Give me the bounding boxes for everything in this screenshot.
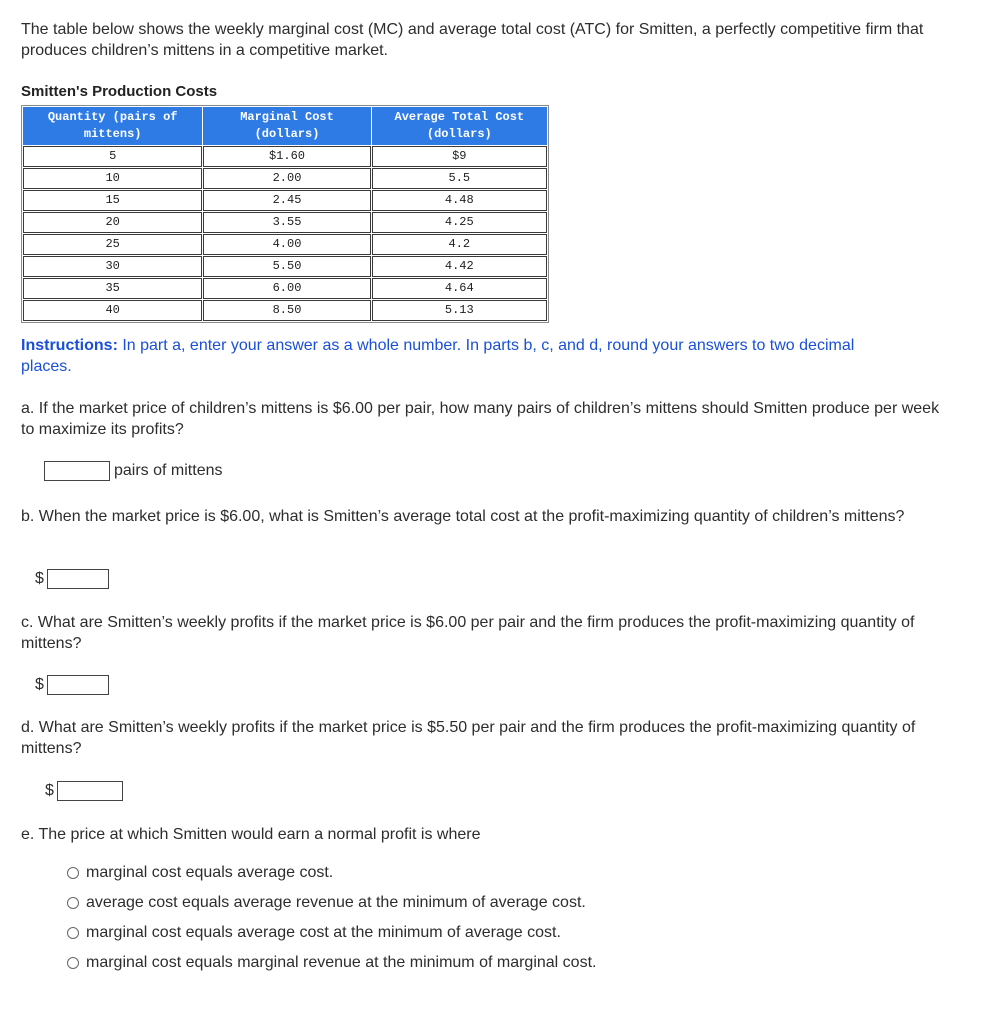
cell-quantity: 40 — [23, 300, 202, 321]
option-e-2[interactable] — [67, 894, 586, 912]
cell-marginal-cost: 8.50 — [203, 300, 370, 321]
col-header-average-total-cost: Average Total Cost (dollars) — [372, 107, 547, 145]
answer-d-dollar-sign: $ — [45, 782, 54, 799]
cell-average-total-cost: 5.13 — [372, 300, 547, 321]
table-row — [23, 146, 547, 167]
table-row — [23, 300, 547, 321]
answer-b-dollar-sign: $ — [35, 570, 44, 587]
option-label: marginal cost equals average cost at the minimum of average cost. — [86, 924, 561, 941]
table-row — [23, 168, 547, 189]
answer-b-input[interactable] — [47, 569, 109, 589]
answer-c-dollar-sign: $ — [35, 676, 44, 693]
answer-a-row — [44, 461, 222, 481]
answer-d-row — [45, 781, 123, 801]
cell-average-total-cost: $9 — [372, 146, 547, 167]
cell-average-total-cost: 4.48 — [372, 190, 547, 211]
answer-d-input[interactable] — [57, 781, 123, 801]
cell-quantity: 15 — [23, 190, 202, 211]
production-costs-table — [21, 105, 549, 323]
table-row — [23, 278, 547, 299]
answer-b-row — [35, 569, 109, 589]
cell-quantity: 20 — [23, 212, 202, 233]
cell-marginal-cost: 5.50 — [203, 256, 370, 277]
option-label: marginal cost equals average cost. — [86, 864, 334, 881]
table-header-row — [23, 107, 547, 145]
cell-quantity: 5 — [23, 146, 202, 167]
cell-marginal-cost: 2.45 — [203, 190, 370, 211]
table-row — [23, 190, 547, 211]
radio-button[interactable] — [67, 927, 79, 939]
col-header-quantity: Quantity (pairs of mittens) — [23, 107, 202, 145]
option-label: marginal cost equals marginal revenue at the minimum of marginal cost. — [86, 954, 597, 971]
question-d-text: d. What are Smitten’s weekly profits if the market price is $5.50 per pair and the firm produces the profit-maximizing quantity of mittens? — [21, 719, 916, 757]
cell-marginal-cost: 6.00 — [203, 278, 370, 299]
table-row — [23, 256, 547, 277]
answer-c-input[interactable] — [47, 675, 109, 695]
answer-a-suffix: pairs of mittens — [114, 462, 223, 479]
option-e-1[interactable] — [67, 864, 333, 882]
cell-marginal-cost: 4.00 — [203, 234, 370, 255]
answer-a-input[interactable] — [44, 461, 110, 481]
col-header-marginal-cost: Marginal Cost (dollars) — [203, 107, 370, 145]
cell-quantity: 25 — [23, 234, 202, 255]
radio-button[interactable] — [67, 867, 79, 879]
question-a-text: a. If the market price of children’s mittens is $6.00 per pair, how many pairs of children’s mittens should Smitten produce per week to maximize its profits? — [21, 400, 940, 438]
table-title: Smitten's Production Costs — [21, 83, 218, 100]
instructions — [21, 335, 901, 377]
cell-quantity: 30 — [23, 256, 202, 277]
question-b-text: b. When the market price is $6.00, what is Smitten’s average total cost at the profit-maximizing quantity of children’s mittens? — [21, 508, 905, 525]
question-c-text: c. What are Smitten’s weekly profits if the market price is $6.00 per pair and the firm produces the profit-maximizing quantity of mittens? — [21, 614, 915, 652]
cell-average-total-cost: 4.42 — [372, 256, 547, 277]
cell-average-total-cost: 4.2 — [372, 234, 547, 255]
intro-text: The table below shows the weekly marginal cost (MC) and average total cost (ATC) for Smitten, a perfectly competitive firm that produces children’s mittens in a competitive market. — [21, 21, 924, 59]
cell-average-total-cost: 4.25 — [372, 212, 547, 233]
cell-marginal-cost: 3.55 — [203, 212, 370, 233]
cell-average-total-cost: 4.64 — [372, 278, 547, 299]
table-row — [23, 212, 547, 233]
cell-average-total-cost: 5.5 — [372, 168, 547, 189]
cell-marginal-cost: 2.00 — [203, 168, 370, 189]
answer-c-row — [35, 675, 109, 695]
instructions-label: Instructions: — [21, 337, 118, 354]
option-label: average cost equals average revenue at the minimum of average cost. — [86, 894, 586, 911]
radio-button[interactable] — [67, 897, 79, 909]
instructions-text: In part a, enter your answer as a whole number. In parts b, c, and d, round your answers to two decimal places. — [21, 337, 855, 375]
option-e-4[interactable] — [67, 954, 596, 972]
option-e-3[interactable] — [67, 924, 561, 942]
cell-marginal-cost: $1.60 — [203, 146, 370, 167]
radio-button[interactable] — [67, 957, 79, 969]
question-e-text: e. The price at which Smitten would earn a normal profit is where — [21, 826, 481, 843]
cell-quantity: 10 — [23, 168, 202, 189]
table-row — [23, 234, 547, 255]
cell-quantity: 35 — [23, 278, 202, 299]
